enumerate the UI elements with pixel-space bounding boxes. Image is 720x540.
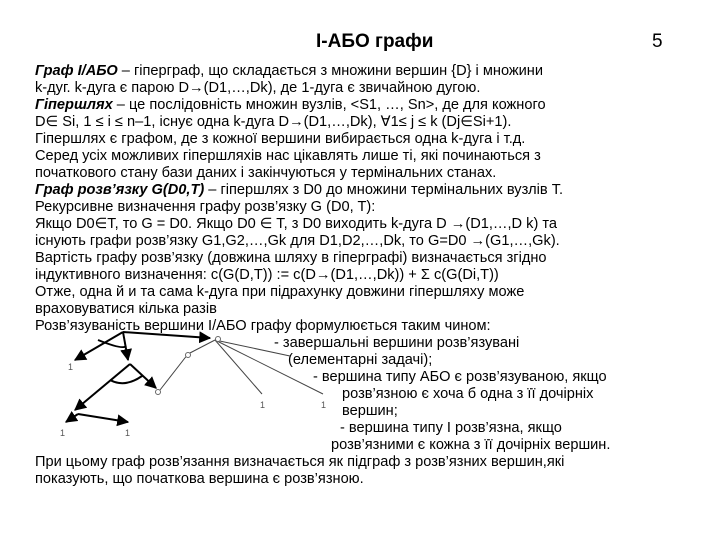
text-line: Якщо D0∈T, то G = D0. Якщо D0 ∈ T, з D0 виходить k-дуга D →(D1,…,D k) та [35,216,557,232]
text-line: Вартість графу розв’язку (довжина шляху в гіперграфі) визначається згідно [35,250,547,266]
node-label: 1 [68,362,74,372]
rule-line: (елементарні задачі); [288,352,433,368]
text-line: Гіпершлях є графом, де з кожної вершини вибирається одна k-дуга і т.д. [35,131,526,147]
tree-edge [66,414,78,422]
text-line: початкового стану бази даних і закінчуються у термінальних станах. [35,165,497,181]
term-solution-graph: Граф розв’язку G(D0,T) [35,182,205,198]
term-and-or-graph: Граф I/АБО [35,63,118,79]
rule-line: вершин; [342,403,398,419]
text-line: D∈ Si, 1 ≤ i ≤ n–1, існує одна k-дуга D→(D1,…,Dk), ∀1≤ j ≤ k (Dj∈Si+1). [35,114,512,130]
tree-edge [78,414,128,422]
rule-line: - вершина типу I розв’язна, якщо [340,420,562,436]
graph-node [156,390,161,395]
graph-node [186,353,191,358]
rule-line: - завершальні вершини розв’язувані [274,335,520,351]
text-line [35,97,695,114]
definition-text: – це послідовність множин вузлів, <S1, …, Sn>, де для кожного [112,97,546,113]
text-line: індуктивного визначення: c(G(D,T)) := c(D→(D1,…,Dk)) + Σ c(G(Di,T)) [35,267,499,283]
definition-text: – гіпершлях з D0 до множини термінальних вузлів T. [204,182,564,198]
node-label: 1 [260,400,266,410]
tree-edge [123,332,210,338]
text-line: Розв’язуваність вершини I/АБО графу формулюється таким чином: [35,318,491,334]
tree-edge-thin [215,340,323,394]
text-line: показують, що початкова вершина є розв’язною. [35,471,364,487]
text-line [35,182,695,199]
tree-edge [75,364,130,410]
and-or-tree-diagram [40,322,350,442]
term-hyperpath: Гіпершлях [35,97,113,113]
node-label: 1 [321,400,327,410]
text-line: Отже, одна й и та сама k-дуга при підрахунку довжини гіпершляху може [35,284,525,300]
rule-line: - вершина типу АБО є розв’язуваною, якщо [313,369,607,385]
tree-edge-thin [160,354,188,390]
text-line: При цьому граф розв’язання визначається як підграф з розв’язних вершин,які [35,454,565,470]
tree-edge-thin [188,340,215,354]
rule-line: розв’язними є кожна з її дочірніх вершин. [331,437,611,453]
graph-node [216,337,221,342]
rule-line: розв’язною є хоча б одна з її дочірніх [342,386,594,402]
page-title: I-АБО графи [316,31,434,52]
text-line: Рекурсивне визначення графу розв’язку G (D0, T): [35,199,376,215]
text-line: існують графи розв’язку G1,G2,…,Gk для D1,D2,…,Dk, то G=D0 →(G1,…,Gk). [35,233,560,249]
text-line: k-дуг. k-дуга є парою D→(D1,…,Dk), де 1-дуга є звичайною дугою. [35,80,481,96]
tree-edge [130,364,156,388]
node-label: 1 [125,428,131,438]
page-number: 5 [652,31,663,52]
node-label: 1 [60,428,66,438]
text-line: Серед усіх можливих гіпершляхів нас цікавлять лише ті, які починаються з [35,148,541,164]
definition-text: – гіперграф, що складається з множини вершин {D} і множини [117,63,544,79]
text-line: враховуватися кілька разів [35,301,217,317]
text-line [35,63,695,80]
